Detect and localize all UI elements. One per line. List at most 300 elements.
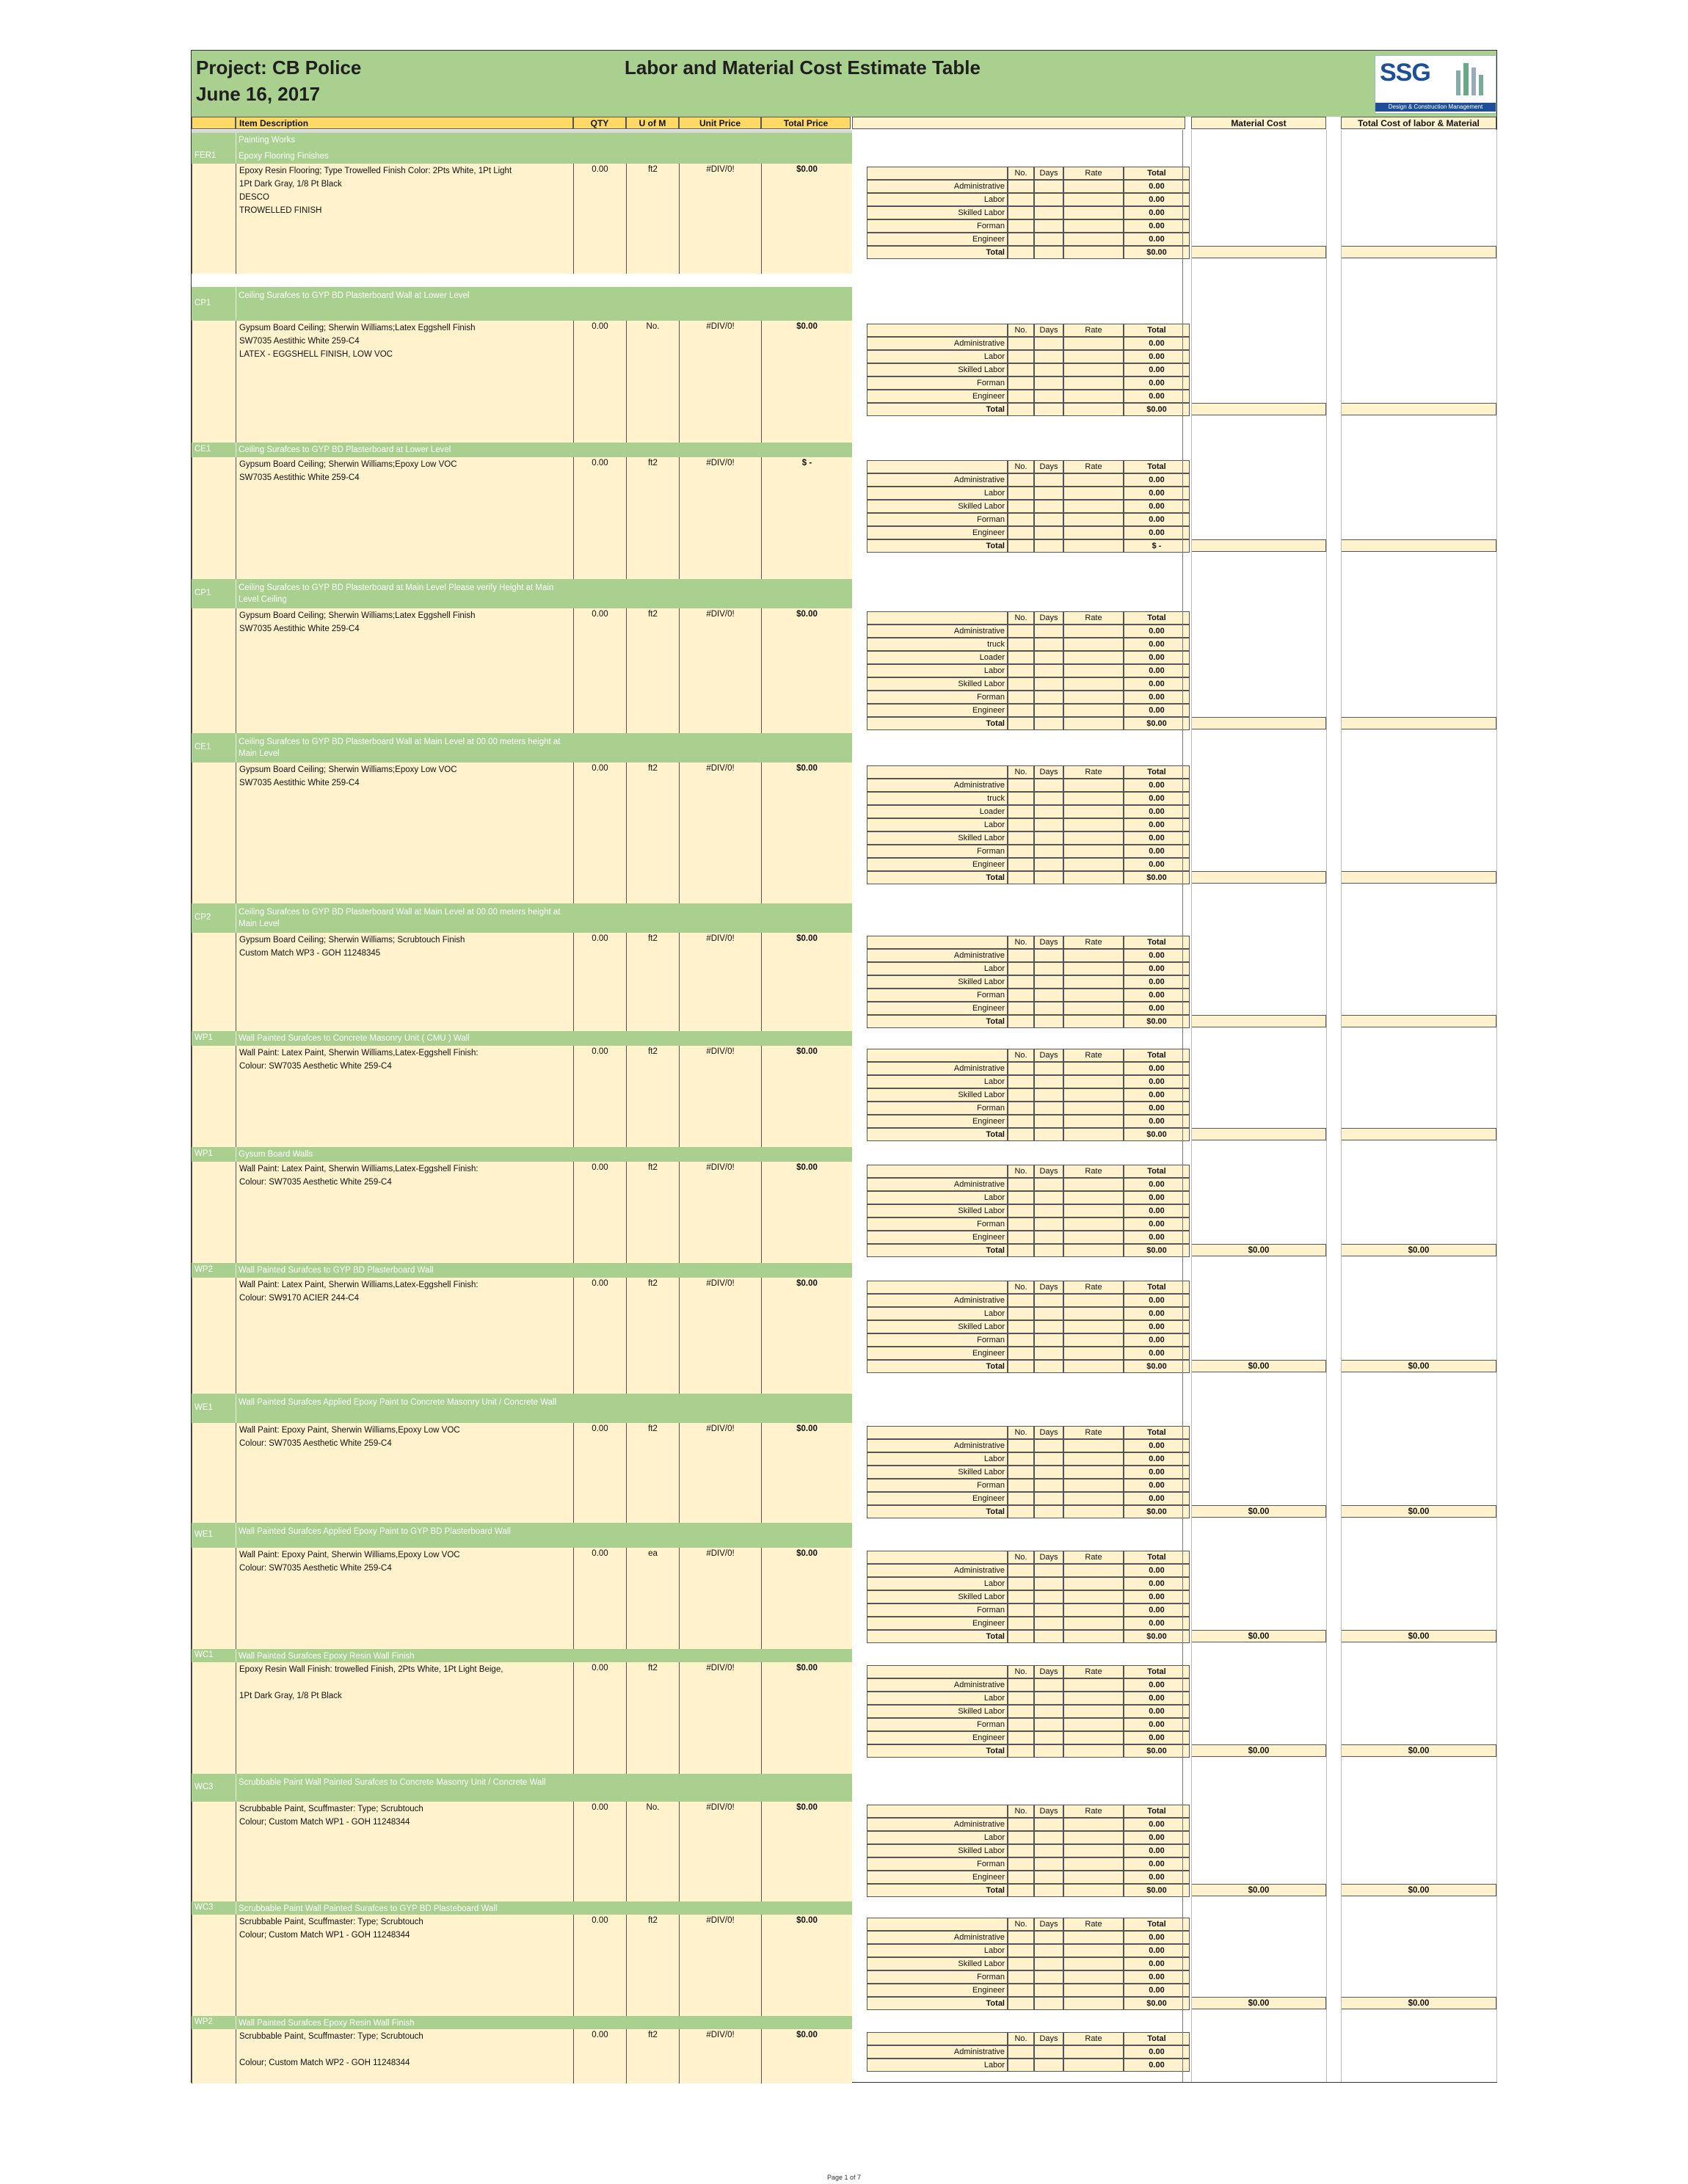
labor-rate-input[interactable] [1063,638,1124,651]
labor-no-input[interactable] [1008,805,1034,818]
labor-role-name: Administrative [867,473,1008,487]
labor-header-rate: Rate [1063,1281,1124,1294]
labor-total-label: Total [867,1128,1008,1141]
labor-no-input[interactable] [1008,513,1034,526]
labor-no-input[interactable] [1008,363,1034,376]
item-uom: No. [626,1802,679,1901]
labor-rate-input[interactable] [1063,1604,1124,1617]
item-uom: ft2 [626,1423,679,1523]
labor-rate-input[interactable] [1063,831,1124,845]
labor-days-input[interactable] [1034,792,1063,805]
labor-days-input[interactable] [1034,625,1063,638]
labor-role-total: 0.00 [1124,975,1190,989]
labor-rate-input[interactable] [1063,1307,1124,1320]
labor-days-input[interactable] [1034,363,1063,376]
labor-rate-input[interactable] [1063,1692,1124,1705]
labor-no-input[interactable] [1008,1718,1034,1731]
labor-role-total: 0.00 [1124,350,1190,363]
labor-rate-input[interactable] [1063,704,1124,717]
labor-role-name: Forman [867,989,1008,1002]
labor-days-input[interactable] [1034,845,1063,858]
labor-rate-input[interactable] [1063,792,1124,805]
labor-days-input[interactable] [1034,1204,1063,1217]
labor-days-input[interactable] [1034,526,1063,539]
labor-no-input[interactable] [1008,1492,1034,1505]
labor-role-name: Engineer [867,858,1008,871]
labor-no-input[interactable] [1008,651,1034,664]
labor-rate-input[interactable] [1063,1564,1124,1577]
labor-rate-input[interactable] [1063,1217,1124,1231]
labor-no-input[interactable] [1008,664,1034,677]
labor-days-input[interactable] [1034,1115,1063,1128]
labor-rate-input[interactable] [1063,625,1124,638]
labor-role-row [852,1231,1498,1244]
labor-no-input[interactable] [1008,526,1034,539]
labor-no-input[interactable] [1008,858,1034,871]
labor-days-input[interactable] [1034,1178,1063,1191]
labor-role-row [852,1970,1498,1984]
labor-days-input[interactable] [1034,1871,1063,1884]
labor-role-name: Administrative [867,180,1008,193]
labor-rate-input[interactable] [1063,1452,1124,1466]
labor-header-row [852,167,1498,180]
labor-rate-input[interactable] [1063,651,1124,664]
labor-days-input[interactable] [1034,704,1063,717]
labor-role-name: Engineer [867,1347,1008,1360]
labor-role-name: Labor [867,818,1008,831]
labor-rate-input[interactable] [1063,1731,1124,1744]
labor-rate-input[interactable] [1063,1439,1124,1452]
labor-days-input[interactable] [1034,1231,1063,1244]
labor-total-row [852,1630,1498,1643]
labor-role-name: Labor [867,1075,1008,1088]
labor-days-input[interactable] [1034,779,1063,792]
labor-rate-input[interactable] [1063,1294,1124,1307]
labor-days-input[interactable] [1034,1970,1063,1984]
labor-days-input[interactable] [1034,337,1063,350]
labor-role-total: 0.00 [1124,1844,1190,1857]
labor-header-days: Days [1034,611,1063,625]
labor-days-input[interactable] [1034,1577,1063,1590]
labor-days-input[interactable] [1034,1678,1063,1692]
labor-rate-input[interactable] [1063,206,1124,219]
labor-days-input[interactable] [1034,1844,1063,1857]
labor-grand-total: $0.00 [1124,1884,1190,1897]
labor-role-total: 0.00 [1124,1204,1190,1217]
labor-role-row [852,1479,1498,1492]
grid-line [1496,130,1497,2082]
labor-header-rate: Rate [1063,1918,1124,1931]
labor-days-input[interactable] [1034,513,1063,526]
labor-days-input[interactable] [1034,1492,1063,1505]
labor-days-input[interactable] [1034,1479,1063,1492]
labor-no-input[interactable] [1008,193,1034,206]
labor-no-input[interactable] [1008,704,1034,717]
labor-rate-input[interactable] [1063,805,1124,818]
labor-rate-input[interactable] [1063,1115,1124,1128]
labor-no-input[interactable] [1008,1564,1034,1577]
labor-no-input[interactable] [1008,1466,1034,1479]
labor-no-input[interactable] [1008,1818,1034,1831]
item-description: Scrubbable Paint, Scuffmaster: Type; Scrubtouch Colour; Custom Match WP1 - GOH 11248344 [236,1802,573,1901]
labor-total-label: Total [867,1744,1008,1758]
labor-rate-input[interactable] [1063,180,1124,193]
labor-days-input[interactable] [1034,1718,1063,1731]
labor-no-input[interactable] [1008,845,1034,858]
labor-days-input[interactable] [1034,1347,1063,1360]
labor-no-input[interactable] [1008,1320,1034,1333]
labor-days-input[interactable] [1034,1333,1063,1347]
labor-no-input[interactable] [1008,792,1034,805]
labor-no-input[interactable] [1008,1178,1034,1191]
labor-header-row [852,1165,1498,1178]
labor-rate-input[interactable] [1063,390,1124,403]
labor-days-input[interactable] [1034,1217,1063,1231]
labor-no-input[interactable] [1008,1294,1034,1307]
labor-days-input[interactable] [1034,677,1063,691]
labor-no-input[interactable] [1008,1191,1034,1204]
labor-rate-input[interactable] [1063,2059,1124,2072]
labor-days-input[interactable] [1034,651,1063,664]
labor-no-input[interactable] [1008,962,1034,975]
labor-days-input[interactable] [1034,1818,1063,1831]
labor-no-input[interactable] [1008,1452,1034,1466]
labor-days-input[interactable] [1034,500,1063,513]
labor-no-input[interactable] [1008,1944,1034,1957]
labor-no-input[interactable] [1008,1088,1034,1102]
labor-no-input[interactable] [1008,831,1034,845]
labor-role-name: Labor [867,1191,1008,1204]
labor-no-input[interactable] [1008,1347,1034,1360]
labor-no-input[interactable] [1008,219,1034,233]
labor-no-input[interactable] [1008,677,1034,691]
labor-rate-input[interactable] [1063,779,1124,792]
labor-rate-input[interactable] [1063,526,1124,539]
labor-no-input[interactable] [1008,1844,1034,1857]
labor-no-input[interactable] [1008,1204,1034,1217]
labor-days-input[interactable] [1034,350,1063,363]
labor-days-input[interactable] [1034,1075,1063,1088]
labor-rate-input[interactable] [1063,473,1124,487]
labor-role-row [852,989,1498,1002]
labor-rate-input[interactable] [1063,1577,1124,1590]
labor-role-row [852,1831,1498,1844]
labor-role-total: 0.00 [1124,206,1190,219]
labor-days-input[interactable] [1034,1617,1063,1630]
labor-days-input[interactable] [1034,638,1063,651]
labor-days-input[interactable] [1034,233,1063,246]
labor-role-name: Labor [867,2059,1008,2072]
labor-rate-input[interactable] [1063,1062,1124,1075]
labor-role-total: 0.00 [1124,219,1190,233]
labor-rate-input[interactable] [1063,1178,1124,1191]
labor-no-input[interactable] [1008,350,1034,363]
labor-days-input[interactable] [1034,1944,1063,1957]
labor-rate-input[interactable] [1063,1466,1124,1479]
labor-no-input[interactable] [1008,1957,1034,1970]
labor-grand-total: $0.00 [1124,403,1190,416]
labor-days-input[interactable] [1034,962,1063,975]
labor-days-input[interactable] [1034,975,1063,989]
labor-days-input[interactable] [1034,818,1063,831]
labor-days-input[interactable] [1034,1102,1063,1115]
section-heading-band [192,1649,852,1662]
labor-no-input[interactable] [1008,1333,1034,1347]
estimate-item-row [192,933,852,1031]
labor-rate-input[interactable] [1063,1718,1124,1731]
labor-no-input[interactable] [1008,691,1034,704]
labor-rate-input[interactable] [1063,1231,1124,1244]
labor-no-input[interactable] [1008,949,1034,962]
labor-days-input[interactable] [1034,1191,1063,1204]
labor-rate-input[interactable] [1063,1818,1124,1831]
labor-no-input[interactable] [1008,1984,1034,1997]
labor-rate-input[interactable] [1063,1204,1124,1217]
labor-days-input[interactable] [1034,193,1063,206]
labor-rate-input[interactable] [1063,1831,1124,1844]
labor-rate-input[interactable] [1063,1320,1124,1333]
labor-no-input[interactable] [1008,1577,1034,1590]
labor-rate-input[interactable] [1063,1088,1124,1102]
labor-rate-input[interactable] [1063,677,1124,691]
labor-rate-input[interactable] [1063,1479,1124,1492]
labor-no-input[interactable] [1008,1692,1034,1705]
item-code-cell [192,321,236,443]
labor-total-blank [1008,403,1034,416]
labor-no-input[interactable] [1008,1931,1034,1944]
labor-no-input[interactable] [1008,473,1034,487]
labor-role-total: 0.00 [1124,1590,1190,1604]
labor-days-input[interactable] [1034,1857,1063,1871]
labor-role-row [852,193,1498,206]
labor-no-input[interactable] [1008,1115,1034,1128]
labor-role-row [852,1692,1498,1705]
labor-days-input[interactable] [1034,1590,1063,1604]
labor-rate-input[interactable] [1063,1844,1124,1857]
labor-rate-input[interactable] [1063,219,1124,233]
labor-days-input[interactable] [1034,1705,1063,1718]
labor-role-name: Skilled Labor [867,1844,1008,1857]
labor-rate-input[interactable] [1063,1944,1124,1957]
labor-rate-input[interactable] [1063,1984,1124,1997]
labor-days-input[interactable] [1034,1984,1063,1997]
labor-days-input[interactable] [1034,219,1063,233]
labor-no-input[interactable] [1008,1678,1034,1692]
labor-days-input[interactable] [1034,1452,1063,1466]
labor-days-input[interactable] [1034,487,1063,500]
labor-rate-input[interactable] [1063,363,1124,376]
labor-no-input[interactable] [1008,1439,1034,1452]
item-code-cell [192,1046,236,1147]
labor-no-input[interactable] [1008,1479,1034,1492]
labor-header-rate: Rate [1063,460,1124,473]
labor-rate-input[interactable] [1063,487,1124,500]
labor-no-input[interactable] [1008,1231,1034,1244]
labor-no-input[interactable] [1008,1217,1034,1231]
labor-role-row [852,526,1498,539]
section-code: WP1 [194,1033,213,1042]
labor-rate-input[interactable] [1063,337,1124,350]
labor-days-input[interactable] [1034,949,1063,962]
item-code-cell [192,1915,236,2016]
labor-header-row [852,460,1498,473]
labor-role-total: 0.00 [1124,625,1190,638]
item-qty: 0.00 [573,1423,626,1523]
labor-rate-input[interactable] [1063,962,1124,975]
item-description: Gypsum Board Ceiling; Sherwin Williams;Epoxy Low VOC SW7035 Aestithic White 259-C4 [236,762,573,903]
labor-no-input[interactable] [1008,1102,1034,1115]
labor-no-input[interactable] [1008,818,1034,831]
labor-header-days: Days [1034,1918,1063,1931]
labor-no-input[interactable] [1008,376,1034,390]
labor-days-input[interactable] [1034,1088,1063,1102]
labor-days-input[interactable] [1034,1439,1063,1452]
labor-no-input[interactable] [1008,2045,1034,2059]
labor-rate-input[interactable] [1063,664,1124,677]
labor-rate-input[interactable] [1063,1191,1124,1204]
labor-no-input[interactable] [1008,1075,1034,1088]
labor-days-input[interactable] [1034,1692,1063,1705]
labor-no-input[interactable] [1008,1307,1034,1320]
labor-days-input[interactable] [1034,180,1063,193]
labor-rate-input[interactable] [1063,1333,1124,1347]
labor-total-blank [1008,1505,1034,1518]
labor-days-input[interactable] [1034,691,1063,704]
labor-days-input[interactable] [1034,1002,1063,1015]
labor-days-input[interactable] [1034,376,1063,390]
labor-no-input[interactable] [1008,1604,1034,1617]
labor-role-row [852,818,1498,831]
labor-grand-total: $0.00 [1124,1244,1190,1257]
labor-days-input[interactable] [1034,1604,1063,1617]
labor-no-input[interactable] [1008,779,1034,792]
estimate-item-row [192,1915,852,2016]
labor-no-input[interactable] [1008,989,1034,1002]
labor-no-input[interactable] [1008,1062,1034,1075]
labor-rate-input[interactable] [1063,1002,1124,1015]
labor-no-input[interactable] [1008,1705,1034,1718]
labor-no-input[interactable] [1008,487,1034,500]
labor-header-blank [867,1049,1008,1062]
labor-rate-input[interactable] [1063,1678,1124,1692]
labor-no-input[interactable] [1008,1857,1034,1871]
labor-days-input[interactable] [1034,1062,1063,1075]
labor-rate-input[interactable] [1063,1871,1124,1884]
labor-days-input[interactable] [1034,1466,1063,1479]
item-qty: 0.00 [573,608,626,733]
labor-rate-input[interactable] [1063,1931,1124,1944]
labor-no-input[interactable] [1008,638,1034,651]
labor-rate-input[interactable] [1063,1492,1124,1505]
item-unit-price: #DIV/0! [679,1278,761,1394]
labor-role-row [852,625,1498,638]
labor-no-input[interactable] [1008,1002,1034,1015]
labor-days-input[interactable] [1034,858,1063,871]
labor-rate-input[interactable] [1063,233,1124,246]
labor-days-input[interactable] [1034,1564,1063,1577]
labor-rate-input[interactable] [1063,975,1124,989]
labor-role-name: Skilled Labor [867,500,1008,513]
labor-rate-input[interactable] [1063,1617,1124,1630]
labor-rate-input[interactable] [1063,1102,1124,1115]
labor-header-days: Days [1034,1281,1063,1294]
labor-days-input[interactable] [1034,2045,1063,2059]
labor-rate-input[interactable] [1063,858,1124,871]
labor-no-input[interactable] [1008,500,1034,513]
labor-days-input[interactable] [1034,664,1063,677]
labor-rate-input[interactable] [1063,845,1124,858]
labor-days-input[interactable] [1034,1831,1063,1844]
labor-no-input[interactable] [1008,1871,1034,1884]
labor-days-input[interactable] [1034,2059,1063,2072]
labor-days-input[interactable] [1034,1294,1063,1307]
labor-no-input[interactable] [1008,625,1034,638]
labor-rate-input[interactable] [1063,989,1124,1002]
labor-role-total: 0.00 [1124,1231,1190,1244]
labor-rate-input[interactable] [1063,1857,1124,1871]
labor-role-name: Labor [867,487,1008,500]
labor-days-input[interactable] [1034,1307,1063,1320]
labor-no-input[interactable] [1008,975,1034,989]
column-header-code [192,117,236,129]
labor-rate-input[interactable] [1063,818,1124,831]
labor-rate-input[interactable] [1063,949,1124,962]
labor-days-input[interactable] [1034,831,1063,845]
labor-no-input[interactable] [1008,337,1034,350]
labor-rate-input[interactable] [1063,1705,1124,1718]
section-code: CE1 [194,743,211,751]
labor-days-input[interactable] [1034,1731,1063,1744]
column-header-qty: QTY [573,117,626,129]
labor-rate-input[interactable] [1063,193,1124,206]
labor-rate-input[interactable] [1063,500,1124,513]
labor-no-input[interactable] [1008,1831,1034,1844]
labor-rate-input[interactable] [1063,1075,1124,1088]
labor-days-input[interactable] [1034,1957,1063,1970]
labor-rate-input[interactable] [1063,1347,1124,1360]
labor-no-input[interactable] [1008,180,1034,193]
labor-days-input[interactable] [1034,1320,1063,1333]
labor-no-input[interactable] [1008,233,1034,246]
labor-no-input[interactable] [1008,1970,1034,1984]
item-qty: 0.00 [573,2029,626,2083]
labor-rate-input[interactable] [1063,691,1124,704]
labor-days-input[interactable] [1034,390,1063,403]
labor-no-input[interactable] [1008,1617,1034,1630]
labor-days-input[interactable] [1034,805,1063,818]
item-qty: 0.00 [573,321,626,443]
labor-days-input[interactable] [1034,1931,1063,1944]
labor-rate-input[interactable] [1063,376,1124,390]
labor-role-total: 0.00 [1124,1931,1190,1944]
labor-no-input[interactable] [1008,1731,1034,1744]
labor-rate-input[interactable] [1063,2045,1124,2059]
labor-no-input[interactable] [1008,390,1034,403]
labor-header-rate: Rate [1063,1805,1124,1818]
labor-days-input[interactable] [1034,206,1063,219]
labor-days-input[interactable] [1034,989,1063,1002]
labor-days-input[interactable] [1034,473,1063,487]
labor-no-input[interactable] [1008,1590,1034,1604]
labor-no-input[interactable] [1008,2059,1034,2072]
item-unit-price: #DIV/0! [679,2029,761,2083]
labor-rate-input[interactable] [1063,1970,1124,1984]
labor-rate-input[interactable] [1063,350,1124,363]
labor-rate-input[interactable] [1063,1590,1124,1604]
labor-no-input[interactable] [1008,206,1034,219]
labor-rate-input[interactable] [1063,1957,1124,1970]
labor-rate-input[interactable] [1063,513,1124,526]
